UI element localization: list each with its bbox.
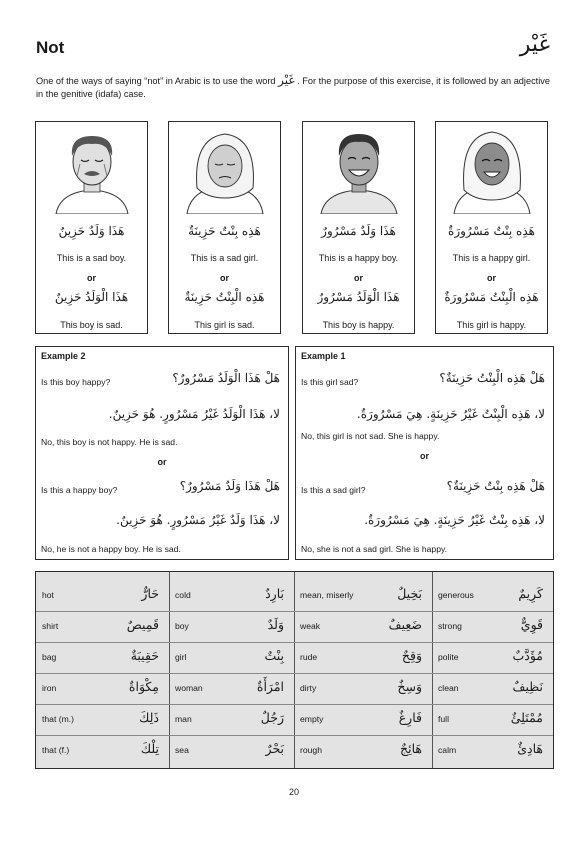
vocab-arabic: وَسِخٌ xyxy=(397,679,422,694)
example-2-question-1-arabic: هَلْ هَذَا الْوَلَدُ مَسْرُورٌ؟ xyxy=(172,371,280,385)
vocab-arabic: حَارٌّ xyxy=(141,586,159,601)
card-or: or xyxy=(354,273,363,283)
vocab-english: that (f.) xyxy=(42,745,70,755)
page-title-arabic: غَيْر xyxy=(519,32,550,57)
card-sad-boy xyxy=(35,121,148,334)
happy-girl-illustration xyxy=(450,128,534,214)
vocab-arabic: حَقِيبَةٌ xyxy=(130,648,159,663)
card-arabic-2: هَذَا الْوَلَدُ حَزِينٌ xyxy=(54,290,129,304)
card-arabic-1: هَذِه بِنْتٌ حَزِينَةٌ xyxy=(188,224,261,238)
vocab-arabic: ضَعِيفٌ xyxy=(388,617,422,632)
vocab-row xyxy=(432,611,553,643)
vocab-english: full xyxy=(438,714,449,724)
intro-part2: . For the purpose of this exercise, it is followed by an adjective in the genitive (idafa) case. xyxy=(36,76,550,99)
vocab-row xyxy=(36,735,169,766)
vocabulary-table xyxy=(35,571,554,769)
crying-boy-illustration xyxy=(50,128,134,214)
vocab-row xyxy=(36,673,169,705)
vocab-arabic: هَائِجٌ xyxy=(400,741,422,756)
example-1-answer-2: No, she is not a sad girl. She is happy. xyxy=(301,544,448,554)
vocab-row xyxy=(294,642,432,674)
card-or: or xyxy=(220,273,229,283)
intro-arabic-word: غَيْر xyxy=(278,73,295,87)
vocab-english: polite xyxy=(438,652,459,662)
vocab-english: empty xyxy=(300,714,324,724)
example-1-question-1: Is this girl sad? xyxy=(301,377,359,387)
example-1-title: Example 1 xyxy=(301,351,346,361)
vocab-arabic: تِلْكَ xyxy=(140,741,159,756)
example-1-answer-1: No, this girl is not sad. She is happy. xyxy=(301,431,440,441)
example-2-question-2: Is this a happy boy? xyxy=(41,485,118,495)
vocab-arabic: وَلَدٌ xyxy=(267,617,284,632)
vocab-english: rude xyxy=(300,652,318,662)
example-2-box xyxy=(35,346,289,560)
card-happy-girl xyxy=(435,121,548,334)
example-1-question-1-arabic: هَلْ هَذِه الْبِنْتُ حَزِينَةٌ؟ xyxy=(439,371,545,385)
vocab-row xyxy=(294,735,432,766)
card-or: or xyxy=(87,273,96,283)
card-english-2: This boy is happy. xyxy=(322,320,395,330)
vocab-english: calm xyxy=(438,745,457,755)
vocab-row xyxy=(36,611,169,643)
vocab-arabic: هَادِئٌ xyxy=(517,741,543,756)
card-english-1: This is a happy boy. xyxy=(318,253,399,263)
example-2-question-1: Is this boy happy? xyxy=(41,377,111,387)
vocab-english: boy xyxy=(175,621,189,631)
vocab-english: bag xyxy=(42,652,57,662)
vocab-english: man xyxy=(175,714,192,724)
page-title: Not xyxy=(36,38,65,57)
vocab-english: strong xyxy=(438,621,462,631)
example-1-or: or xyxy=(420,451,429,461)
vocab-arabic: قَوِيٌّ xyxy=(520,617,543,632)
vocab-row xyxy=(169,642,294,674)
vocab-arabic: فَارِغٌ xyxy=(398,710,422,725)
vocab-english: dirty xyxy=(300,683,317,693)
vocab-row xyxy=(36,704,169,736)
vocab-row xyxy=(432,673,553,705)
card-arabic-2: هَذَا الْوَلَدُ مَسْرُورٌ xyxy=(317,290,400,304)
vocab-english: weak xyxy=(300,621,321,631)
card-english-2: This girl is happy. xyxy=(456,320,527,330)
vocab-row xyxy=(169,580,294,612)
vocab-row xyxy=(169,735,294,766)
vocab-english: clean xyxy=(438,683,459,693)
example-1-answer-1-arabic: لا، هَذِه الْبِنْتُ غَيْرُ حَزِينَةٍ. هِيَ مَسْرُورَةٌ. xyxy=(356,407,545,421)
vocab-arabic: مُمْتَلِئٌ xyxy=(510,710,543,725)
vocab-row xyxy=(169,704,294,736)
card-arabic-2: هَذِه الْبِنْتُ مَسْرُورَةٌ xyxy=(444,290,539,304)
example-2-answer-1: No, this boy is not happy. He is sad. xyxy=(41,437,178,447)
vocab-column-1 xyxy=(36,572,170,768)
vocab-row xyxy=(36,580,169,612)
card-sad-girl xyxy=(168,121,281,334)
example-1-question-2: Is this a sad girl? xyxy=(301,485,366,495)
vocab-english: hot xyxy=(42,590,54,600)
vocab-english: mean, miserly xyxy=(300,590,354,600)
card-or: or xyxy=(487,273,496,283)
card-arabic-1: هَذَا وَلَدٌ حَزِينٌ xyxy=(58,224,125,238)
vocab-row xyxy=(294,673,432,705)
vocab-row xyxy=(294,704,432,736)
vocab-arabic: بَارِدٌ xyxy=(265,586,284,601)
intro-text xyxy=(36,74,556,101)
vocab-arabic: امْرَأَةٌ xyxy=(256,679,284,694)
vocab-column-4 xyxy=(432,572,553,768)
vocab-row xyxy=(432,580,553,612)
card-happy-boy xyxy=(302,121,415,334)
vocab-row xyxy=(36,642,169,674)
vocab-column-3 xyxy=(294,572,433,768)
example-2-answer-1-arabic: لا، هَذَا الْوَلَدُ غَيْرُ مَسْرُورٍ. هُوَ حَزِينٌ. xyxy=(108,407,280,421)
vocab-english: that (m.) xyxy=(42,714,74,724)
example-1-box xyxy=(295,346,554,560)
example-2-title: Example 2 xyxy=(41,351,86,361)
card-arabic-2: هَذِه الْبِنْتُ حَزِينَةٌ xyxy=(184,290,265,304)
example-2-answer-2-arabic: لا، هَذَا وَلَدٌ غَيْرُ مَسْرُورٍ. هُوَ حَزِينٌ. xyxy=(116,513,280,527)
vocab-english: girl xyxy=(175,652,187,662)
vocab-english: cold xyxy=(175,590,191,600)
vocab-english: woman xyxy=(175,683,203,693)
card-arabic-1: هَذَا وَلَدٌ مَسْرُورٌ xyxy=(321,224,396,238)
intro-part1: One of the ways of saying “not” in Arabic is to use the word xyxy=(36,76,276,86)
vocab-arabic: وَقِحٌ xyxy=(401,648,422,663)
vocab-row xyxy=(432,642,553,674)
example-1-answer-2-arabic: لا، هَذِه بِنْتٌ غَيْرُ حَزِينَةٍ. هِيَ مَسْرُورَةٌ. xyxy=(364,513,545,527)
vocab-arabic: نَظِيفٌ xyxy=(512,679,543,694)
sad-girl-illustration xyxy=(183,128,267,214)
card-english-2: This boy is sad. xyxy=(60,320,123,330)
vocab-english: iron xyxy=(42,683,57,693)
vocab-english: shirt xyxy=(42,621,59,631)
example-2-or: or xyxy=(157,457,167,467)
happy-boy-illustration xyxy=(317,128,401,214)
vocab-arabic: مِكْوَاةٌ xyxy=(128,679,159,694)
example-2-question-2-arabic: هَلْ هَذَا وَلَدٌ مَسْرُورٌ؟ xyxy=(179,479,280,493)
vocab-arabic: بِنْتٌ xyxy=(264,648,284,663)
vocab-row xyxy=(294,611,432,643)
vocab-arabic: قَمِيصٌ xyxy=(126,617,159,632)
vocab-arabic: مُؤَدَّبٌ xyxy=(512,648,543,663)
vocab-column-2 xyxy=(169,572,295,768)
vocab-row xyxy=(294,580,432,612)
vocab-arabic: ذَلِكَ xyxy=(139,710,159,725)
vocab-row xyxy=(432,735,553,766)
card-english-2: This girl is sad. xyxy=(194,320,255,330)
vocab-english: generous xyxy=(438,590,474,600)
card-english-1: This is a happy girl. xyxy=(452,253,531,263)
card-arabic-1: هَذِه بِنْتٌ مَسْرُورَةٌ xyxy=(448,224,535,238)
vocab-arabic: بَحْرٌ xyxy=(265,741,284,756)
vocab-arabic: رَجُلٌ xyxy=(260,710,284,725)
page-number: 20 xyxy=(288,787,299,797)
vocab-row xyxy=(432,704,553,736)
vocab-row xyxy=(169,611,294,643)
vocab-english: sea xyxy=(175,745,189,755)
example-2-answer-2: No, he is not a happy boy. He is sad. xyxy=(41,544,181,554)
vocab-english: rough xyxy=(300,745,322,755)
card-english-1: This is a sad boy. xyxy=(56,253,127,263)
card-english-1: This is a sad girl. xyxy=(190,253,259,263)
vocab-arabic: كَرِيمٌ xyxy=(518,586,543,601)
vocab-row xyxy=(169,673,294,705)
example-1-question-2-arabic: هَلْ هَذِه بِنْتٌ حَزِينَةٌ؟ xyxy=(446,479,545,493)
vocab-arabic: بَخِيلٌ xyxy=(397,586,422,601)
